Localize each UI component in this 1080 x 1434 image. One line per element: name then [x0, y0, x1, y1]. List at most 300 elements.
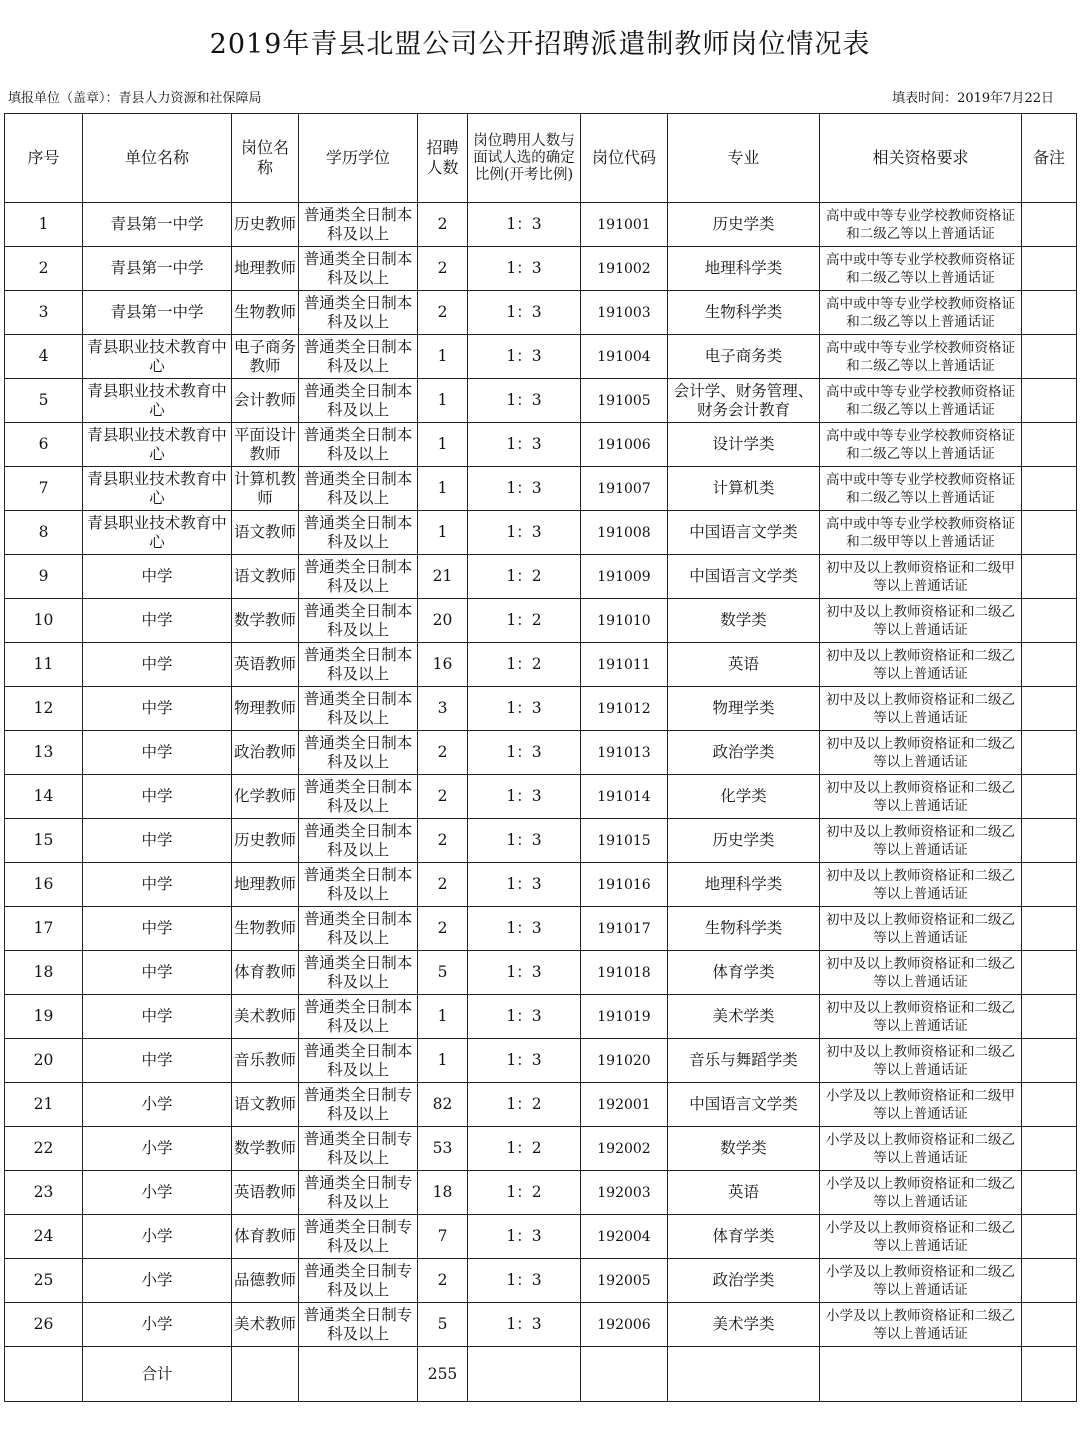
- cell-req: 小学及以上教师资格证和二级甲等以上普通话证: [820, 1083, 1022, 1127]
- cell-count: 2: [418, 731, 468, 775]
- cell-req: 初中及以上教师资格证和二级乙等以上普通话证: [820, 599, 1022, 643]
- cell-unit: 青县第一中学: [83, 247, 232, 291]
- cell-count: 5: [418, 1303, 468, 1347]
- cell-edu: 普通类全日制专科及以上: [299, 1127, 418, 1171]
- cell-code: 191006: [581, 423, 668, 467]
- cell-unit: 中学: [83, 907, 232, 951]
- cell-ratio: 1：3: [468, 775, 581, 819]
- cell-ratio: 1：3: [468, 1215, 581, 1259]
- cell-code: 191005: [581, 379, 668, 423]
- cell-unit: 小学: [83, 1215, 232, 1259]
- cell-note: [1022, 599, 1077, 643]
- table-row: [5, 467, 1077, 511]
- cell-code: 192002: [581, 1127, 668, 1171]
- cell-unit: 中学: [83, 775, 232, 819]
- cell-major: 化学类: [668, 775, 820, 819]
- total-req-cell: [820, 1347, 1022, 1402]
- cell-req: 初中及以上教师资格证和二级乙等以上普通话证: [820, 819, 1022, 863]
- cell-seq: 12: [5, 687, 83, 731]
- total-label: 合计: [83, 1347, 232, 1402]
- cell-note: [1022, 863, 1077, 907]
- cell-seq: 20: [5, 1039, 83, 1083]
- cell-code: 191016: [581, 863, 668, 907]
- cell-count: 82: [418, 1083, 468, 1127]
- cell-major: 政治学类: [668, 1259, 820, 1303]
- cell-major: 英语: [668, 643, 820, 687]
- cell-unit: 青县第一中学: [83, 203, 232, 247]
- total-row: [5, 1347, 1077, 1402]
- cell-post: 语文教师: [232, 1083, 299, 1127]
- cell-ratio: 1：3: [468, 995, 581, 1039]
- cell-count: 53: [418, 1127, 468, 1171]
- cell-major: 中国语言文学类: [668, 511, 820, 555]
- cell-post: 美术教师: [232, 1303, 299, 1347]
- cell-code: 191007: [581, 467, 668, 511]
- cell-edu: 普通类全日制本科及以上: [299, 775, 418, 819]
- cell-req: 初中及以上教师资格证和二级乙等以上普通话证: [820, 731, 1022, 775]
- cell-note: [1022, 1039, 1077, 1083]
- table-row: [5, 1039, 1077, 1083]
- cell-post: 英语教师: [232, 643, 299, 687]
- cell-edu: 普通类全日制本科及以上: [299, 247, 418, 291]
- cell-unit: 小学: [83, 1259, 232, 1303]
- cell-edu: 普通类全日制本科及以上: [299, 467, 418, 511]
- table-row: [5, 291, 1077, 335]
- table-row: [5, 731, 1077, 775]
- cell-count: 7: [418, 1215, 468, 1259]
- cell-note: [1022, 467, 1077, 511]
- cell-edu: 普通类全日制专科及以上: [299, 1303, 418, 1347]
- cell-code: 191008: [581, 511, 668, 555]
- header-major: 专业: [668, 114, 820, 203]
- cell-seq: 18: [5, 951, 83, 995]
- cell-code: 191011: [581, 643, 668, 687]
- cell-post: 物理教师: [232, 687, 299, 731]
- cell-note: [1022, 423, 1077, 467]
- cell-edu: 普通类全日制本科及以上: [299, 511, 418, 555]
- cell-note: [1022, 907, 1077, 951]
- cell-post: 语文教师: [232, 555, 299, 599]
- cell-req: 初中及以上教师资格证和二级甲等以上普通话证: [820, 555, 1022, 599]
- table-row: [5, 1083, 1077, 1127]
- table-row: [5, 907, 1077, 951]
- cell-unit: 中学: [83, 951, 232, 995]
- cell-count: 20: [418, 599, 468, 643]
- cell-edu: 普通类全日制专科及以上: [299, 1083, 418, 1127]
- table-header-row: [5, 114, 1077, 203]
- cell-count: 5: [418, 951, 468, 995]
- cell-edu: 普通类全日制本科及以上: [299, 951, 418, 995]
- cell-unit: 中学: [83, 555, 232, 599]
- cell-count: 2: [418, 1259, 468, 1303]
- cell-ratio: 1：3: [468, 291, 581, 335]
- cell-edu: 普通类全日制本科及以上: [299, 291, 418, 335]
- table-row: [5, 511, 1077, 555]
- cell-req: 初中及以上教师资格证和二级乙等以上普通话证: [820, 907, 1022, 951]
- total-note-cell: [1022, 1347, 1077, 1402]
- cell-major: 数学类: [668, 599, 820, 643]
- cell-count: 1: [418, 423, 468, 467]
- cell-ratio: 1：3: [468, 819, 581, 863]
- cell-post: 会计教师: [232, 379, 299, 423]
- cell-unit: 中学: [83, 1039, 232, 1083]
- cell-req: 高中或中等专业学校教师资格证和二级乙等以上普通话证: [820, 467, 1022, 511]
- cell-edu: 普通类全日制本科及以上: [299, 379, 418, 423]
- cell-note: [1022, 203, 1077, 247]
- cell-major: 中国语言文学类: [668, 555, 820, 599]
- cell-edu: 普通类全日制本科及以上: [299, 819, 418, 863]
- cell-seq: 23: [5, 1171, 83, 1215]
- cell-edu: 普通类全日制本科及以上: [299, 423, 418, 467]
- cell-note: [1022, 1215, 1077, 1259]
- cell-seq: 24: [5, 1215, 83, 1259]
- cell-req: 初中及以上教师资格证和二级乙等以上普通话证: [820, 1039, 1022, 1083]
- cell-code: 191018: [581, 951, 668, 995]
- cell-count: 2: [418, 819, 468, 863]
- cell-req: 初中及以上教师资格证和二级乙等以上普通话证: [820, 775, 1022, 819]
- cell-count: 21: [418, 555, 468, 599]
- reporting-unit: 填报单位（盖章）：青县人力资源和社保障局: [8, 91, 262, 106]
- cell-count: 16: [418, 643, 468, 687]
- cell-req: 初中及以上教师资格证和二级乙等以上普通话证: [820, 643, 1022, 687]
- cell-unit: 青县职业技术教育中心: [83, 335, 232, 379]
- cell-code: 191017: [581, 907, 668, 951]
- cell-count: 1: [418, 335, 468, 379]
- cell-post: 数学教师: [232, 1127, 299, 1171]
- table-row: [5, 1215, 1077, 1259]
- total-major-cell: [668, 1347, 820, 1402]
- cell-code: 191020: [581, 1039, 668, 1083]
- cell-major: 地理科学类: [668, 863, 820, 907]
- cell-note: [1022, 951, 1077, 995]
- cell-major: 音乐与舞蹈学类: [668, 1039, 820, 1083]
- cell-note: [1022, 511, 1077, 555]
- cell-post: 平面设计教师: [232, 423, 299, 467]
- cell-major: 中国语言文学类: [668, 1083, 820, 1127]
- cell-post: 体育教师: [232, 1215, 299, 1259]
- cell-seq: 19: [5, 995, 83, 1039]
- table-row: [5, 599, 1077, 643]
- cell-count: 2: [418, 775, 468, 819]
- header-req: 相关资格要求: [820, 114, 1022, 203]
- cell-ratio: 1：2: [468, 643, 581, 687]
- cell-edu: 普通类全日制本科及以上: [299, 907, 418, 951]
- cell-post: 英语教师: [232, 1171, 299, 1215]
- cell-note: [1022, 1127, 1077, 1171]
- cell-note: [1022, 1303, 1077, 1347]
- cell-seq: 15: [5, 819, 83, 863]
- cell-req: 初中及以上教师资格证和二级乙等以上普通话证: [820, 687, 1022, 731]
- total-edu-cell: [299, 1347, 418, 1402]
- cell-code: 191010: [581, 599, 668, 643]
- cell-code: 191014: [581, 775, 668, 819]
- cell-seq: 17: [5, 907, 83, 951]
- cell-code: 191012: [581, 687, 668, 731]
- cell-note: [1022, 247, 1077, 291]
- cell-code: 192005: [581, 1259, 668, 1303]
- cell-major: 设计学类: [668, 423, 820, 467]
- cell-code: 192003: [581, 1171, 668, 1215]
- cell-ratio: 1：3: [468, 863, 581, 907]
- cell-edu: 普通类全日制本科及以上: [299, 687, 418, 731]
- cell-ratio: 1：2: [468, 599, 581, 643]
- cell-count: 1: [418, 995, 468, 1039]
- cell-seq: 26: [5, 1303, 83, 1347]
- cell-note: [1022, 995, 1077, 1039]
- cell-major: 政治学类: [668, 731, 820, 775]
- report-date: 填表时间：2019年7月22日: [892, 91, 1054, 106]
- cell-ratio: 1：3: [468, 423, 581, 467]
- cell-code: 192006: [581, 1303, 668, 1347]
- cell-req: 高中或中等专业学校教师资格证和二级乙等以上普通话证: [820, 335, 1022, 379]
- cell-unit: 青县职业技术教育中心: [83, 467, 232, 511]
- table-row: [5, 1259, 1077, 1303]
- cell-unit: 小学: [83, 1303, 232, 1347]
- cell-major: 美术学类: [668, 995, 820, 1039]
- table-row: [5, 555, 1077, 599]
- cell-seq: 10: [5, 599, 83, 643]
- table-body: [5, 203, 1077, 1347]
- total-code-cell: [581, 1347, 668, 1402]
- table-row: [5, 1303, 1077, 1347]
- cell-count: 1: [418, 511, 468, 555]
- cell-ratio: 1：3: [468, 687, 581, 731]
- cell-seq: 6: [5, 423, 83, 467]
- page-title: 2019年青县北盟公司公开招聘派遣制教师岗位情况表: [209, 29, 871, 60]
- cell-unit: 中学: [83, 687, 232, 731]
- cell-major: 英语: [668, 1171, 820, 1215]
- cell-seq: 3: [5, 291, 83, 335]
- cell-edu: 普通类全日制本科及以上: [299, 335, 418, 379]
- cell-post: 生物教师: [232, 291, 299, 335]
- cell-req: 小学及以上教师资格证和二级乙等以上普通话证: [820, 1171, 1022, 1215]
- total-ratio-cell: [468, 1347, 581, 1402]
- header-count: 招聘人数: [418, 114, 468, 203]
- cell-major: 体育学类: [668, 1215, 820, 1259]
- cell-edu: 普通类全日制本科及以上: [299, 995, 418, 1039]
- cell-unit: 中学: [83, 599, 232, 643]
- cell-post: 计算机教师: [232, 467, 299, 511]
- table-row: [5, 203, 1077, 247]
- cell-count: 2: [418, 203, 468, 247]
- cell-count: 18: [418, 1171, 468, 1215]
- table-row: [5, 775, 1077, 819]
- table-row: [5, 423, 1077, 467]
- table-row: [5, 863, 1077, 907]
- cell-seq: 16: [5, 863, 83, 907]
- table-row: [5, 379, 1077, 423]
- cell-post: 历史教师: [232, 819, 299, 863]
- cell-count: 2: [418, 907, 468, 951]
- cell-req: 高中或中等专业学校教师资格证和二级乙等以上普通话证: [820, 203, 1022, 247]
- cell-edu: 普通类全日制本科及以上: [299, 731, 418, 775]
- cell-seq: 14: [5, 775, 83, 819]
- cell-req: 初中及以上教师资格证和二级乙等以上普通话证: [820, 863, 1022, 907]
- cell-edu: 普通类全日制本科及以上: [299, 555, 418, 599]
- cell-seq: 8: [5, 511, 83, 555]
- cell-edu: 普通类全日制专科及以上: [299, 1171, 418, 1215]
- cell-code: 191003: [581, 291, 668, 335]
- cell-major: 物理学类: [668, 687, 820, 731]
- cell-post: 语文教师: [232, 511, 299, 555]
- cell-ratio: 1：3: [468, 951, 581, 995]
- cell-unit: 中学: [83, 643, 232, 687]
- cell-post: 电子商务教师: [232, 335, 299, 379]
- cell-seq: 11: [5, 643, 83, 687]
- cell-req: 小学及以上教师资格证和二级乙等以上普通话证: [820, 1127, 1022, 1171]
- cell-req: 高中或中等专业学校教师资格证和二级乙等以上普通话证: [820, 291, 1022, 335]
- cell-major: 计算机类: [668, 467, 820, 511]
- cell-ratio: 1：3: [468, 379, 581, 423]
- header-seq: 序号: [5, 114, 83, 203]
- cell-note: [1022, 555, 1077, 599]
- cell-count: 1: [418, 1039, 468, 1083]
- table-row: [5, 247, 1077, 291]
- cell-seq: 21: [5, 1083, 83, 1127]
- cell-unit: 中学: [83, 819, 232, 863]
- cell-ratio: 1：3: [468, 467, 581, 511]
- cell-code: 191009: [581, 555, 668, 599]
- cell-req: 高中或中等专业学校教师资格证和二级乙等以上普通话证: [820, 423, 1022, 467]
- cell-post: 地理教师: [232, 247, 299, 291]
- positions-table: [4, 113, 1077, 1402]
- cell-unit: 青县第一中学: [83, 291, 232, 335]
- cell-ratio: 1：2: [468, 1127, 581, 1171]
- cell-post: 数学教师: [232, 599, 299, 643]
- cell-ratio: 1：3: [468, 907, 581, 951]
- cell-req: 初中及以上教师资格证和二级乙等以上普通话证: [820, 995, 1022, 1039]
- cell-note: [1022, 1083, 1077, 1127]
- cell-count: 3: [418, 687, 468, 731]
- cell-seq: 1: [5, 203, 83, 247]
- cell-major: 生物科学类: [668, 291, 820, 335]
- cell-unit: 小学: [83, 1083, 232, 1127]
- cell-req: 小学及以上教师资格证和二级乙等以上普通话证: [820, 1215, 1022, 1259]
- table-row: [5, 819, 1077, 863]
- cell-major: 体育学类: [668, 951, 820, 995]
- cell-unit: 青县职业技术教育中心: [83, 379, 232, 423]
- cell-major: 会计学、财务管理、财务会计教育: [668, 379, 820, 423]
- cell-ratio: 1：3: [468, 1039, 581, 1083]
- table-row: [5, 1171, 1077, 1215]
- cell-note: [1022, 731, 1077, 775]
- cell-note: [1022, 819, 1077, 863]
- cell-seq: 4: [5, 335, 83, 379]
- cell-ratio: 1：3: [468, 203, 581, 247]
- cell-seq: 7: [5, 467, 83, 511]
- cell-post: 历史教师: [232, 203, 299, 247]
- cell-count: 2: [418, 247, 468, 291]
- cell-unit: 中学: [83, 731, 232, 775]
- header-ratio: 岗位聘用人数与面试人选的确定比例(开考比例): [468, 114, 581, 203]
- cell-req: 高中或中等专业学校教师资格证和二级乙等以上普通话证: [820, 379, 1022, 423]
- cell-edu: 普通类全日制本科及以上: [299, 643, 418, 687]
- cell-req: 高中或中等专业学校教师资格证和二级乙等以上普通话证: [820, 247, 1022, 291]
- cell-note: [1022, 335, 1077, 379]
- cell-code: 192004: [581, 1215, 668, 1259]
- cell-ratio: 1：3: [468, 511, 581, 555]
- cell-ratio: 1：2: [468, 1171, 581, 1215]
- cell-seq: 5: [5, 379, 83, 423]
- cell-code: 191004: [581, 335, 668, 379]
- cell-ratio: 1：3: [468, 1303, 581, 1347]
- cell-ratio: 1：3: [468, 731, 581, 775]
- cell-seq: 2: [5, 247, 83, 291]
- cell-unit: 小学: [83, 1171, 232, 1215]
- cell-count: 2: [418, 291, 468, 335]
- cell-major: 电子商务类: [668, 335, 820, 379]
- cell-code: 191013: [581, 731, 668, 775]
- cell-major: 数学类: [668, 1127, 820, 1171]
- cell-post: 体育教师: [232, 951, 299, 995]
- cell-count: 2: [418, 863, 468, 907]
- cell-code: 191001: [581, 203, 668, 247]
- cell-unit: 青县职业技术教育中心: [83, 423, 232, 467]
- cell-post: 化学教师: [232, 775, 299, 819]
- table-row: [5, 643, 1077, 687]
- cell-req: 初中及以上教师资格证和二级乙等以上普通话证: [820, 951, 1022, 995]
- cell-code: 191015: [581, 819, 668, 863]
- cell-edu: 普通类全日制本科及以上: [299, 203, 418, 247]
- total-seq-cell: [5, 1347, 83, 1402]
- cell-post: 政治教师: [232, 731, 299, 775]
- cell-post: 品德教师: [232, 1259, 299, 1303]
- cell-note: [1022, 687, 1077, 731]
- cell-seq: 9: [5, 555, 83, 599]
- cell-req: 小学及以上教师资格证和二级乙等以上普通话证: [820, 1259, 1022, 1303]
- cell-ratio: 1：3: [468, 335, 581, 379]
- cell-ratio: 1：2: [468, 555, 581, 599]
- cell-post: 美术教师: [232, 995, 299, 1039]
- cell-edu: 普通类全日制本科及以上: [299, 599, 418, 643]
- cell-edu: 普通类全日制专科及以上: [299, 1215, 418, 1259]
- table-row: [5, 995, 1077, 1039]
- table-row: [5, 687, 1077, 731]
- cell-code: 191019: [581, 995, 668, 1039]
- cell-edu: 普通类全日制专科及以上: [299, 1259, 418, 1303]
- cell-major: 生物科学类: [668, 907, 820, 951]
- cell-edu: 普通类全日制本科及以上: [299, 1039, 418, 1083]
- cell-ratio: 1：3: [468, 247, 581, 291]
- cell-edu: 普通类全日制本科及以上: [299, 863, 418, 907]
- cell-req: 小学及以上教师资格证和二级乙等以上普通话证: [820, 1303, 1022, 1347]
- header-edu: 学历学位: [299, 114, 418, 203]
- cell-major: 地理科学类: [668, 247, 820, 291]
- cell-seq: 22: [5, 1127, 83, 1171]
- cell-major: 历史学类: [668, 819, 820, 863]
- cell-note: [1022, 1171, 1077, 1215]
- header-unit: 单位名称: [83, 114, 232, 203]
- table-row: [5, 335, 1077, 379]
- cell-count: 1: [418, 379, 468, 423]
- header-post: 岗位名称: [232, 114, 299, 203]
- cell-req: 高中或中等专业学校教师资格证和二级甲等以上普通话证: [820, 511, 1022, 555]
- cell-code: 191002: [581, 247, 668, 291]
- cell-ratio: 1：3: [468, 1259, 581, 1303]
- cell-unit: 小学: [83, 1127, 232, 1171]
- cell-seq: 25: [5, 1259, 83, 1303]
- total-post-cell: [232, 1347, 299, 1402]
- cell-note: [1022, 1259, 1077, 1303]
- cell-unit: 中学: [83, 863, 232, 907]
- cell-note: [1022, 775, 1077, 819]
- cell-code: 192001: [581, 1083, 668, 1127]
- cell-seq: 13: [5, 731, 83, 775]
- cell-note: [1022, 291, 1077, 335]
- cell-note: [1022, 643, 1077, 687]
- total-count: 255: [418, 1347, 468, 1402]
- table-row: [5, 1127, 1077, 1171]
